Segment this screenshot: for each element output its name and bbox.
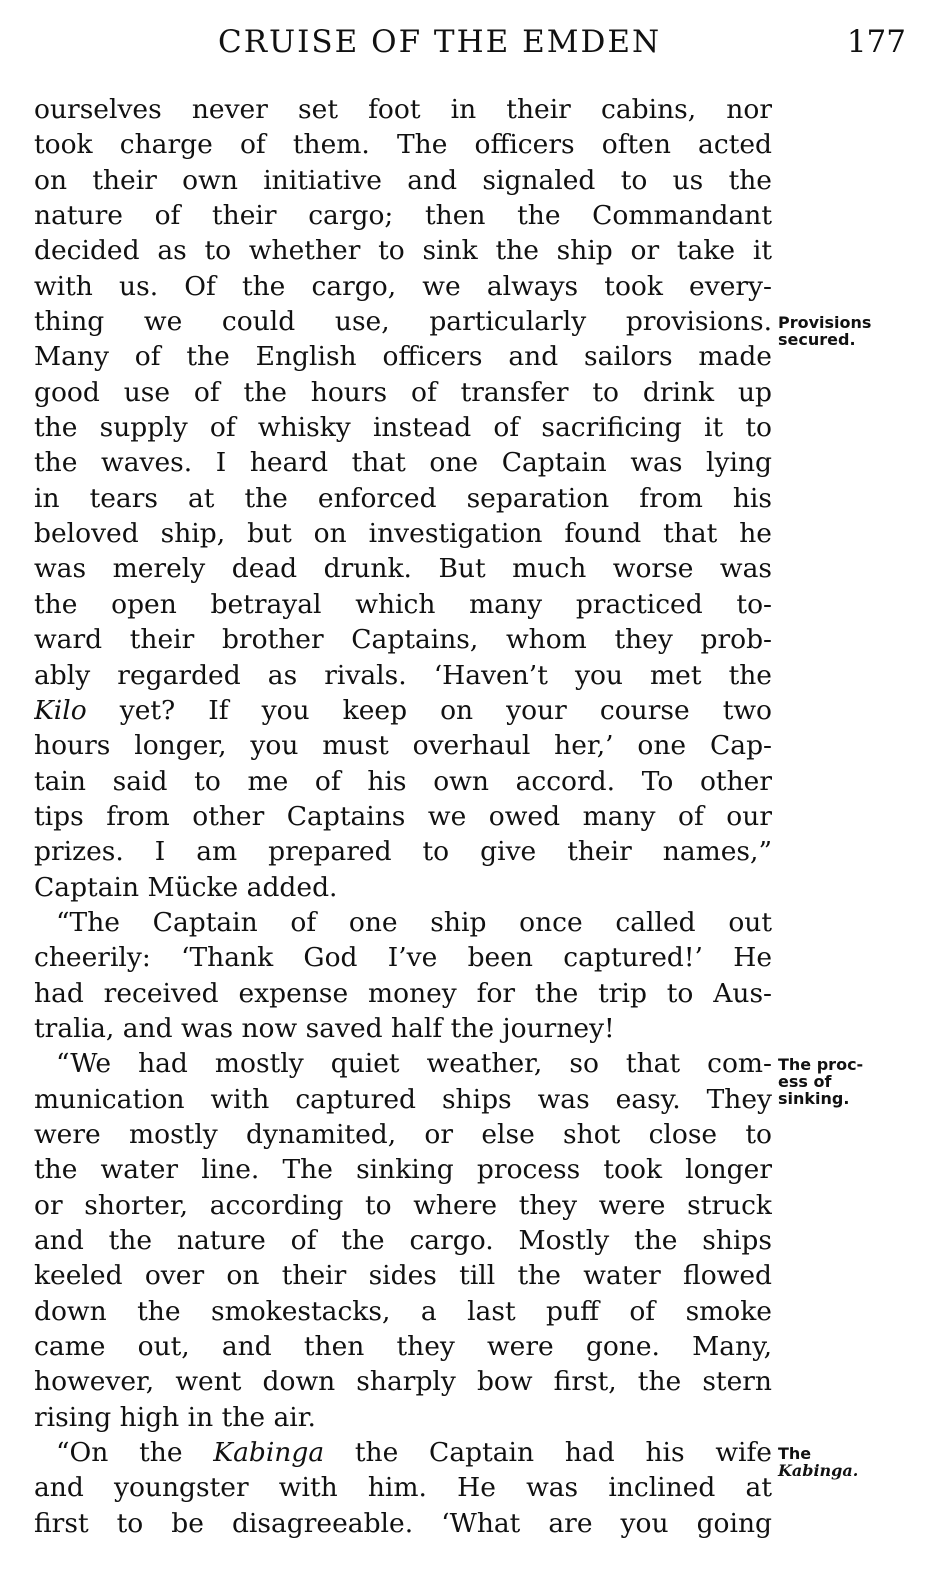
line-text: Captain Mücke added. — [34, 871, 338, 903]
margin-note-line: The — [778, 1444, 812, 1464]
line-text: or shorter, according to where they were struck — [34, 1189, 772, 1221]
text-line — [34, 233, 772, 268]
line-text: down the smokestacks, a last puff of smoke — [34, 1295, 772, 1327]
running-title: CRUISE OF THE EMDEN — [218, 24, 662, 60]
text-line — [34, 764, 772, 799]
line-text: yet? If you keep on your course two — [86, 694, 772, 726]
text-line — [34, 587, 772, 622]
text-line — [34, 516, 772, 551]
line-text: was merely dead drunk. But much worse was — [34, 553, 772, 585]
margin-note-line: secured. — [778, 330, 856, 350]
line-text: beloved ship, but on investigation found that he — [34, 518, 772, 550]
text-line — [34, 410, 772, 445]
text-line — [34, 1506, 772, 1541]
line-text: keeled over on their sides till the water flowed — [34, 1260, 772, 1292]
line-text: “The Captain of one ship once called out — [56, 906, 772, 938]
margin-note-line: ess of — [778, 1072, 832, 1092]
italic-text: Kabinga — [213, 1437, 325, 1469]
margin-note — [778, 314, 871, 348]
margin-note-line: Kabinga. — [778, 1461, 859, 1481]
text-line — [34, 622, 772, 657]
line-text: decided as to whether to sink the ship or take it — [34, 235, 772, 267]
line-text: took charge of them. The officers often acted — [34, 129, 772, 161]
line-text: were mostly dynamited, or else shot close to — [34, 1118, 772, 1150]
text-line — [34, 304, 772, 339]
text-line — [34, 339, 772, 374]
text-line — [34, 693, 772, 728]
line-text: “On the — [56, 1437, 214, 1469]
text-line — [34, 658, 772, 693]
line-text: hours longer, you must overhaul her,’ one Cap- — [34, 730, 772, 762]
page-number: 177 — [846, 24, 906, 60]
line-text: ourselves never set foot in their cabins, nor — [34, 94, 772, 125]
line-text: had received expense money for the trip to Aus- — [34, 977, 772, 1009]
text-line — [34, 551, 772, 586]
text-line — [34, 1400, 772, 1435]
text-line — [34, 834, 772, 869]
line-text: tips from other Captains we owed many of our — [34, 800, 772, 832]
line-text: the water line. The sinking process took longer — [34, 1154, 772, 1186]
line-text: the Captain had his wife — [324, 1437, 772, 1469]
line-text: came out, and then they were gone. Many, — [34, 1331, 772, 1363]
line-text: thing we could use, particularly provisions. — [34, 306, 772, 338]
text-line — [34, 1329, 772, 1364]
line-text: “We had mostly quiet weather, so that com- — [56, 1048, 772, 1080]
text-line — [34, 1258, 772, 1293]
margin-note-line: The proc- — [778, 1055, 864, 1075]
text-line — [34, 445, 772, 480]
text-line — [34, 1188, 772, 1223]
line-text: in tears at the enforced separation from his — [34, 482, 772, 514]
line-text: good use of the hours of transfer to drink up — [34, 376, 772, 408]
text-line — [34, 127, 772, 162]
line-text: tralia, and was now saved half the journey! — [34, 1012, 615, 1044]
text-line — [34, 163, 772, 198]
text-line — [34, 870, 772, 905]
line-text: ably regarded as rivals. ‘Haven’t you met the — [34, 659, 772, 691]
body-text — [34, 92, 772, 1541]
line-text: cheerily: ‘Thank God I’ve been captured!’ He — [34, 942, 772, 974]
line-text: Many of the English officers and sailors made — [34, 341, 772, 373]
line-text: ward their brother Captains, whom they prob- — [34, 624, 772, 656]
text-line — [34, 1117, 772, 1152]
line-text: tain said to me of his own accord. To other — [34, 765, 772, 797]
text-line — [34, 1152, 772, 1187]
italic-text: Kilo — [34, 694, 87, 726]
text-line — [34, 1364, 772, 1399]
text-line — [34, 905, 772, 940]
line-text: however, went down sharply bow first, the stern — [34, 1366, 772, 1398]
text-line — [34, 1470, 772, 1505]
margin-note — [778, 1445, 858, 1479]
text-line — [34, 1223, 772, 1258]
text-line — [34, 481, 772, 516]
text-line — [34, 198, 772, 233]
text-line — [34, 1082, 772, 1117]
margin-note-line: sinking. — [778, 1089, 850, 1109]
text-line — [34, 976, 772, 1011]
line-text: prizes. I am prepared to give their names,” — [34, 836, 772, 868]
margin-note — [778, 1056, 863, 1107]
line-text: the waves. I heard that one Captain was lying — [34, 447, 772, 479]
text-line — [34, 799, 772, 834]
line-text: and the nature of the cargo. Mostly the ships — [34, 1225, 772, 1256]
line-text: with us. Of the cargo, we always took every- — [34, 270, 772, 302]
line-text: nature of their cargo; then the Commandant — [34, 200, 772, 232]
text-line — [34, 269, 772, 304]
text-line — [34, 92, 772, 127]
line-text: the open betrayal which many practiced to- — [34, 588, 772, 620]
line-text: the supply of whisky instead of sacrificing it to — [34, 412, 772, 444]
text-line — [34, 940, 772, 975]
text-line — [34, 1046, 772, 1081]
line-text: on their own initiative and signaled to us the — [34, 164, 772, 196]
margin-note-line: Provisions — [778, 313, 872, 333]
text-line — [34, 1011, 772, 1046]
line-text: first to be disagreeable. ‘What are you going — [34, 1507, 772, 1539]
text-line — [34, 728, 772, 763]
running-header — [34, 24, 906, 68]
line-text: and youngster with him. He was inclined at — [34, 1472, 772, 1504]
line-text: munication with captured ships was easy. They — [34, 1083, 772, 1115]
line-text: rising high in the air. — [34, 1401, 316, 1433]
text-line — [34, 1435, 772, 1470]
text-line — [34, 1294, 772, 1329]
text-line — [34, 375, 772, 410]
